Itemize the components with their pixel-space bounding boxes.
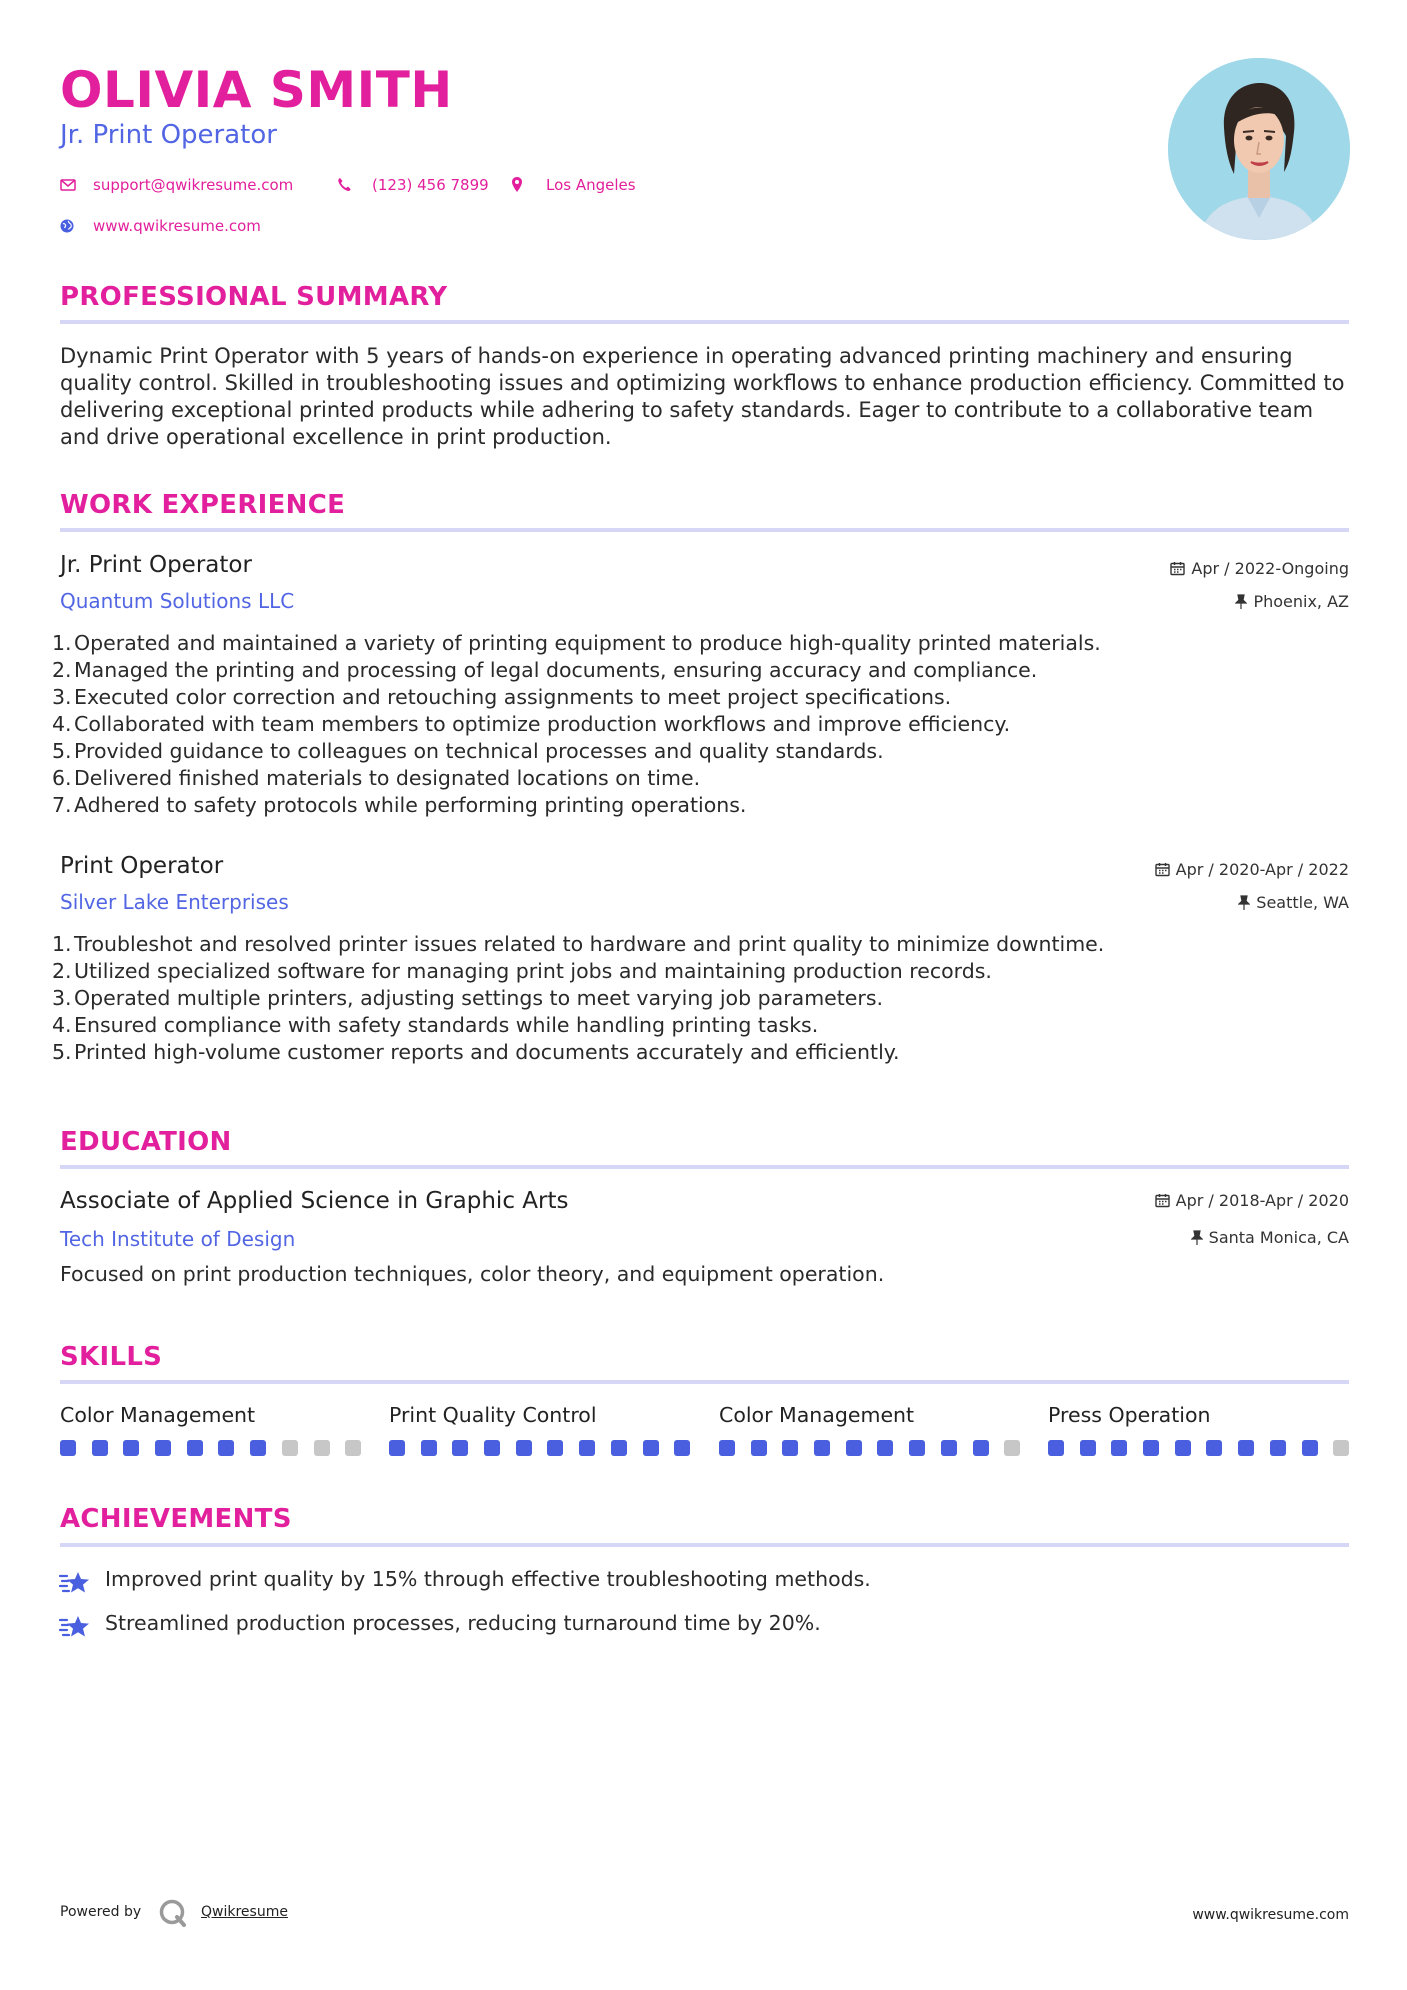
job-role: Print Operator bbox=[60, 853, 224, 879]
list-item: 5. Provided guidance to colleagues on technical processes and quality standards. bbox=[52, 739, 884, 763]
list-item: 2. Managed the printing and processing of legal documents, ensuring accuracy and compliance. bbox=[52, 658, 1038, 682]
candidate-title: Jr. Print Operator bbox=[60, 120, 277, 150]
job-location-text: Phoenix, AZ bbox=[1253, 592, 1349, 611]
skill-dot-empty bbox=[282, 1440, 298, 1456]
candidate-name: OLIVIA SMITH bbox=[60, 61, 453, 119]
skill-dot-filled bbox=[909, 1440, 925, 1456]
section-title-skills: SKILLS bbox=[60, 1342, 163, 1372]
list-item: 7. Adhered to safety protocols while performing printing operations. bbox=[52, 793, 747, 817]
skill-dot-filled bbox=[643, 1440, 659, 1456]
job-role: Jr. Print Operator bbox=[60, 552, 252, 578]
skill-dot-filled bbox=[1206, 1440, 1222, 1456]
skill-dot-filled bbox=[751, 1440, 767, 1456]
section-title-achievements: ACHIEVEMENTS bbox=[60, 1504, 292, 1534]
skill-dot-empty bbox=[1333, 1440, 1349, 1456]
job-company: Silver Lake Enterprises bbox=[60, 890, 289, 914]
job-dates bbox=[1155, 859, 1349, 881]
website-link[interactable]: www.qwikresume.com bbox=[93, 217, 261, 235]
skill-dot-filled bbox=[1270, 1440, 1286, 1456]
degree-title: Associate of Applied Science in Graphic Arts bbox=[60, 1188, 569, 1214]
email-icon bbox=[60, 179, 76, 191]
profile-photo bbox=[1168, 58, 1350, 240]
skill-dot-filled bbox=[814, 1440, 830, 1456]
job-bullets bbox=[52, 931, 1104, 1066]
skill-dot-filled bbox=[547, 1440, 563, 1456]
location-text: Los Angeles bbox=[546, 176, 636, 194]
skill-dot-filled bbox=[1143, 1440, 1159, 1456]
portrait-illustration bbox=[1168, 58, 1350, 240]
skill-dot-filled bbox=[187, 1440, 203, 1456]
skill-dot-filled bbox=[452, 1440, 468, 1456]
skill-rating bbox=[719, 1440, 1020, 1456]
job-bullets bbox=[52, 630, 1101, 819]
section-divider bbox=[60, 1543, 1349, 1547]
education-location-text: Santa Monica, CA bbox=[1208, 1228, 1349, 1247]
skill-dot-filled bbox=[579, 1440, 595, 1456]
skill-dot-filled bbox=[877, 1440, 893, 1456]
job-dates-text: Apr / 2022-Ongoing bbox=[1191, 559, 1349, 578]
list-item: 6. Delivered finished materials to designated locations on time. bbox=[52, 766, 701, 790]
section-divider bbox=[60, 320, 1349, 324]
skill-dot-filled bbox=[92, 1440, 108, 1456]
list-item: 1. Operated and maintained a variety of printing equipment to produce high-quality printed materials. bbox=[52, 631, 1101, 655]
skill-name: Print Quality Control bbox=[389, 1403, 597, 1427]
skill-dot-filled bbox=[421, 1440, 437, 1456]
education-dates bbox=[1155, 1190, 1349, 1212]
qwikresume-logo-icon bbox=[158, 1898, 188, 1928]
calendar-icon bbox=[1155, 862, 1170, 877]
pushpin-icon bbox=[1235, 594, 1247, 609]
skill-dot-filled bbox=[1111, 1440, 1127, 1456]
qwikresume-brand-link[interactable]: Qwikresume bbox=[201, 1904, 288, 1920]
list-item: 3. Executed color correction and retouching assignments to meet project specifications. bbox=[52, 685, 952, 709]
skill-dot-filled bbox=[123, 1440, 139, 1456]
section-divider bbox=[60, 528, 1349, 532]
education-description: Focused on print production techniques, color theory, and equipment operation. bbox=[60, 1262, 885, 1286]
achievement-item: Improved print quality by 15% through effective troubleshooting methods. bbox=[105, 1567, 871, 1591]
list-item: 3. Operated multiple printers, adjusting settings to meet varying job parameters. bbox=[52, 986, 884, 1010]
skill-dot-filled bbox=[719, 1440, 735, 1456]
skill-dot-filled bbox=[60, 1440, 76, 1456]
skill-dot-filled bbox=[782, 1440, 798, 1456]
calendar-icon bbox=[1170, 561, 1185, 576]
skill-dot-filled bbox=[941, 1440, 957, 1456]
skill-dot-filled bbox=[484, 1440, 500, 1456]
education-dates-text: Apr / 2018-Apr / 2020 bbox=[1175, 1191, 1349, 1210]
section-divider bbox=[60, 1380, 1349, 1384]
skill-dot-empty bbox=[314, 1440, 330, 1456]
skill-dot-filled bbox=[1048, 1440, 1064, 1456]
email-link[interactable]: support@qwikresume.com bbox=[93, 176, 294, 194]
star-icon bbox=[59, 1570, 91, 1596]
globe-icon bbox=[60, 219, 74, 233]
section-title-experience: WORK EXPERIENCE bbox=[60, 490, 346, 520]
skill-dot-filled bbox=[973, 1440, 989, 1456]
job-location bbox=[1235, 591, 1349, 613]
location-pin-icon bbox=[511, 176, 523, 193]
skill-dot-filled bbox=[1302, 1440, 1318, 1456]
skill-rating bbox=[389, 1440, 690, 1456]
summary-text: Dynamic Print Operator with 5 years of hands-on experience in operating advanced printing machinery and ensuring quality control. Skilled in troubleshooting issues and optimizing workflows to enhance production efficiency. Committed to delivering exceptional printed products while adhering to safety standards. Eager to contribute to a collaborative team and drive operational excellence in print production. bbox=[60, 344, 1345, 449]
skill-dot-empty bbox=[1004, 1440, 1020, 1456]
list-item: 4. Ensured compliance with safety standards while handling printing tasks. bbox=[52, 1013, 819, 1037]
list-item: 2. Utilized specialized software for managing print jobs and maintaining production records. bbox=[52, 959, 992, 983]
job-dates-text: Apr / 2020-Apr / 2022 bbox=[1175, 860, 1349, 879]
skill-dot-filled bbox=[218, 1440, 234, 1456]
list-item: 5. Printed high-volume customer reports and documents accurately and efficiently. bbox=[52, 1040, 900, 1064]
job-company: Quantum Solutions LLC bbox=[60, 589, 295, 613]
website-row bbox=[60, 216, 460, 236]
skill-dot-filled bbox=[1080, 1440, 1096, 1456]
skill-rating bbox=[60, 1440, 361, 1456]
star-icon bbox=[59, 1614, 91, 1640]
skill-dot-filled bbox=[155, 1440, 171, 1456]
achievement-item: Streamlined production processes, reducing turnaround time by 20%. bbox=[105, 1611, 821, 1635]
job-dates bbox=[1170, 558, 1349, 580]
skill-rating bbox=[1048, 1440, 1349, 1456]
skill-dot-empty bbox=[345, 1440, 361, 1456]
calendar-icon bbox=[1155, 1193, 1170, 1208]
phone-number[interactable]: (123) 456 7899 bbox=[372, 176, 489, 194]
footer-website[interactable]: www.qwikresume.com bbox=[1192, 1907, 1349, 1923]
skill-name: Press Operation bbox=[1048, 1403, 1211, 1427]
skill-name: Color Management bbox=[60, 1403, 256, 1427]
skill-dot-filled bbox=[1238, 1440, 1254, 1456]
job-location bbox=[1238, 892, 1349, 914]
powered-by-label: Powered by bbox=[60, 1904, 142, 1920]
skill-dot-filled bbox=[846, 1440, 862, 1456]
phone-icon bbox=[337, 177, 351, 192]
list-item: 4. Collaborated with team members to optimize production workflows and improve efficiency. bbox=[52, 712, 1011, 736]
pushpin-icon bbox=[1238, 895, 1250, 910]
skill-dot-filled bbox=[611, 1440, 627, 1456]
skill-dot-filled bbox=[250, 1440, 266, 1456]
list-item: 1. Troubleshot and resolved printer issues related to hardware and print quality to minimize downtime. bbox=[52, 932, 1105, 956]
section-title-education: EDUCATION bbox=[60, 1127, 232, 1157]
skill-dot-filled bbox=[1175, 1440, 1191, 1456]
school-name: Tech Institute of Design bbox=[60, 1227, 296, 1251]
contact-row bbox=[60, 175, 960, 195]
skill-dot-filled bbox=[389, 1440, 405, 1456]
job-location-text: Seattle, WA bbox=[1256, 893, 1349, 912]
section-divider bbox=[60, 1165, 1349, 1169]
skill-dot-filled bbox=[674, 1440, 690, 1456]
skill-name: Color Management bbox=[719, 1403, 915, 1427]
section-title-summary: PROFESSIONAL SUMMARY bbox=[60, 282, 448, 312]
pushpin-icon bbox=[1191, 1230, 1203, 1245]
skill-dot-filled bbox=[516, 1440, 532, 1456]
education-location bbox=[1191, 1227, 1349, 1249]
